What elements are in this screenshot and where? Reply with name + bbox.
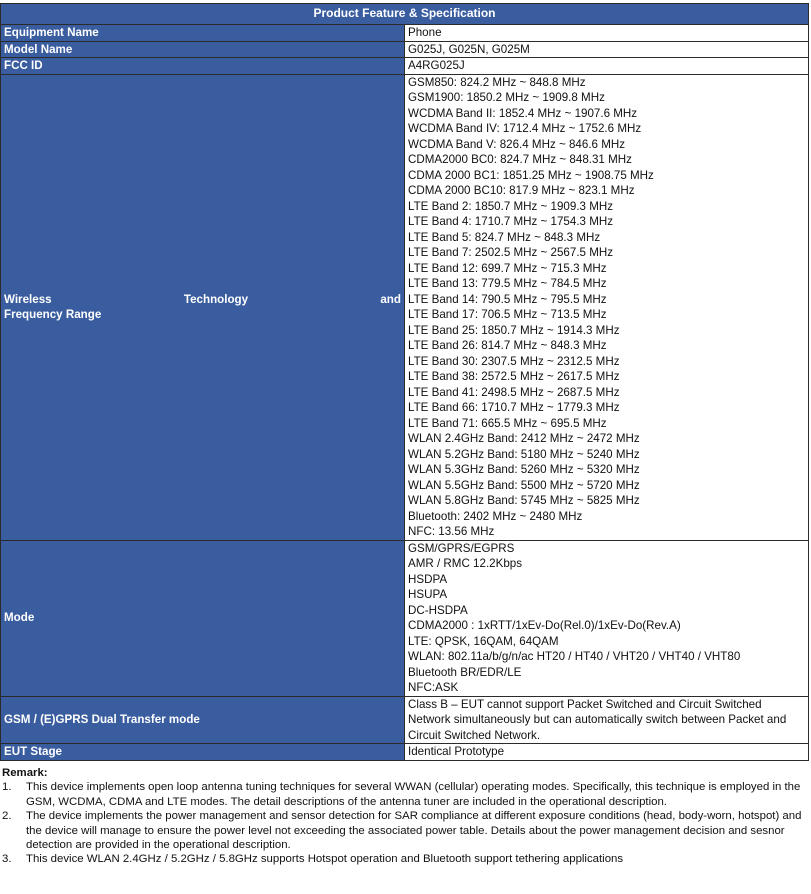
dual-transfer-label: GSM / (E)GPRS Dual Transfer mode bbox=[1, 696, 405, 744]
remark-item bbox=[2, 780, 807, 809]
frequency-line: WCDMA Band V: 826.4 MHz ~ 846.6 MHz bbox=[408, 137, 626, 151]
fcc-id-label: FCC ID bbox=[1, 58, 405, 75]
frequency-line: LTE Band 7: 2502.5 MHz ~ 2567.5 MHz bbox=[408, 246, 614, 259]
eut-stage-value: Identical Prototype bbox=[405, 744, 809, 761]
frequency-line: LTE Band 71: 665.5 MHz ~ 695.5 MHz bbox=[408, 416, 607, 430]
wireless-label bbox=[1, 74, 405, 540]
table-row bbox=[1, 696, 809, 744]
frequency-line: LTE Band 12: 699.7 MHz ~ 715.3 MHz bbox=[408, 261, 607, 275]
mode-line: GSM/GPRS/EGPRS bbox=[408, 541, 515, 555]
fcc-id-value: A4RG025J bbox=[405, 58, 809, 75]
table-row bbox=[1, 540, 809, 696]
remarks-section bbox=[2, 766, 807, 867]
remark-text: This device implements open loop antenna tuning techniques for several WWAN (cellular) operating modes. Specifically, this technique is employed in the GSM, WCDMA, CDMA and LTE modes. The detail descriptions of the antenna tuner are included in the operational description. bbox=[26, 781, 801, 808]
wireless-label-word: and bbox=[380, 292, 401, 306]
frequency-line: WLAN 5.5GHz Band: 5500 MHz ~ 5720 MHz bbox=[408, 478, 640, 492]
mode-line: Bluetooth BR/EDR/LE bbox=[408, 665, 522, 679]
frequency-line: GSM850: 824.2 MHz ~ 848.8 MHz bbox=[408, 75, 586, 89]
frequency-line: WLAN 2.4GHz Band: 2412 MHz ~ 2472 MHz bbox=[408, 432, 640, 445]
table-row bbox=[1, 58, 809, 75]
remarks-title: Remark: bbox=[2, 767, 48, 779]
model-name-label: Model Name bbox=[1, 41, 405, 58]
mode-line: HSDPA bbox=[408, 572, 448, 586]
table-row bbox=[1, 41, 809, 58]
wireless-label-word: Technology bbox=[183, 292, 249, 306]
remark-item bbox=[2, 852, 807, 866]
frequency-line: CDMA 2000 BC10: 817.9 MHz ~ 823.1 MHz bbox=[408, 184, 635, 197]
wireless-label-line1 bbox=[4, 292, 401, 308]
remark-text: The device implements the power management and sensor detection for SAR compliance at different exposure conditions (head, body-worn, hotspot) and the device will manage to ensure the power level not exceeding the associated power table. Details about the power management decision and sesnor detection are provided in the operational description. bbox=[26, 810, 802, 852]
mode-line: LTE: QPSK, 16QAM, 64QAM bbox=[408, 634, 559, 648]
frequency-line: LTE Band 17: 706.5 MHz ~ 713.5 MHz bbox=[408, 308, 607, 321]
eut-stage-label: EUT Stage bbox=[1, 744, 405, 761]
table-row bbox=[1, 74, 809, 540]
table-header-row bbox=[1, 4, 809, 25]
frequency-line: CDMA2000 BC0: 824.7 MHz ~ 848.31 MHz bbox=[408, 153, 632, 166]
remark-number: 1. bbox=[2, 781, 12, 794]
frequency-line: Bluetooth: 2402 MHz ~ 2480 MHz bbox=[408, 509, 583, 523]
remark-item bbox=[2, 809, 807, 852]
wireless-label-line2: Frequency Range bbox=[4, 308, 102, 321]
equipment-name-label: Equipment Name bbox=[1, 25, 405, 42]
spec-table bbox=[0, 3, 809, 761]
frequency-line: LTE Band 2: 1850.7 MHz ~ 1909.3 MHz bbox=[408, 199, 614, 213]
table-header: Product Feature & Specification bbox=[1, 4, 809, 25]
frequency-line: CDMA 2000 BC1: 1851.25 MHz ~ 1908.75 MHz bbox=[408, 168, 654, 182]
mode-line: WLAN: 802.11a/b/g/n/ac HT20 / HT40 / VHT20 / VHT40 / VHT80 bbox=[408, 650, 741, 663]
mode-line: DC-HSDPA bbox=[408, 603, 468, 617]
mode-line: NFC:ASK bbox=[408, 681, 459, 694]
frequency-line: LTE Band 4: 1710.7 MHz ~ 1754.3 MHz bbox=[408, 215, 614, 228]
remark-number: 3. bbox=[2, 853, 12, 866]
frequency-line: WLAN 5.3GHz Band: 5260 MHz ~ 5320 MHz bbox=[408, 463, 640, 476]
frequency-line: LTE Band 5: 824.7 MHz ~ 848.3 MHz bbox=[408, 230, 601, 244]
mode-line: HSUPA bbox=[408, 588, 448, 601]
frequency-line: LTE Band 14: 790.5 MHz ~ 795.5 MHz bbox=[408, 292, 607, 306]
mode-values bbox=[405, 540, 809, 696]
table-row bbox=[1, 25, 809, 42]
mode-label: Mode bbox=[1, 540, 405, 696]
frequency-line: LTE Band 30: 2307.5 MHz ~ 2312.5 MHz bbox=[408, 354, 620, 368]
equipment-name-value: Phone bbox=[405, 25, 809, 42]
mode-line: AMR / RMC 12.2Kbps bbox=[408, 557, 523, 570]
frequency-line: WCDMA Band IV: 1712.4 MHz ~ 1752.6 MHz bbox=[408, 122, 642, 135]
frequency-line: NFC: 13.56 MHz bbox=[408, 525, 495, 538]
mode-line: CDMA2000 : 1xRTT/1xEv-Do(Rel.0)/1xEv-Do(Rev.A) bbox=[408, 619, 681, 632]
frequency-line: WLAN 5.2GHz Band: 5180 MHz ~ 5240 MHz bbox=[408, 447, 640, 461]
frequency-line: LTE Band 25: 1850.7 MHz ~ 1914.3 MHz bbox=[408, 323, 620, 337]
frequency-line: WCDMA Band II: 1852.4 MHz ~ 1907.6 MHz bbox=[408, 106, 638, 120]
frequency-line: LTE Band 66: 1710.7 MHz ~ 1779.3 MHz bbox=[408, 401, 620, 414]
frequency-line: LTE Band 26: 814.7 MHz ~ 848.3 MHz bbox=[408, 339, 607, 352]
frequency-line: GSM1900: 1850.2 MHz ~ 1909.8 MHz bbox=[408, 91, 605, 104]
wireless-values bbox=[405, 74, 809, 540]
frequency-line: LTE Band 13: 779.5 MHz ~ 784.5 MHz bbox=[408, 277, 607, 290]
remark-number: 2. bbox=[2, 810, 12, 823]
model-name-value: G025J, G025N, G025M bbox=[405, 41, 809, 58]
frequency-line: WLAN 5.8GHz Band: 5745 MHz ~ 5825 MHz bbox=[408, 494, 640, 507]
table-row bbox=[1, 744, 809, 761]
wireless-label-word: Wireless bbox=[4, 292, 52, 306]
dual-transfer-value: Class B – EUT cannot support Packet Switched and Circuit Switched Network simultaneously but can automatically switch between Packet and Circuit Switched Network. bbox=[405, 696, 809, 744]
frequency-line: LTE Band 41: 2498.5 MHz ~ 2687.5 MHz bbox=[408, 385, 620, 399]
remark-text: This device WLAN 2.4GHz / 5.2GHz / 5.8GHz supports Hotspot operation and Bluetooth support tethering applications bbox=[26, 853, 624, 866]
frequency-line: LTE Band 38: 2572.5 MHz ~ 2617.5 MHz bbox=[408, 370, 620, 383]
